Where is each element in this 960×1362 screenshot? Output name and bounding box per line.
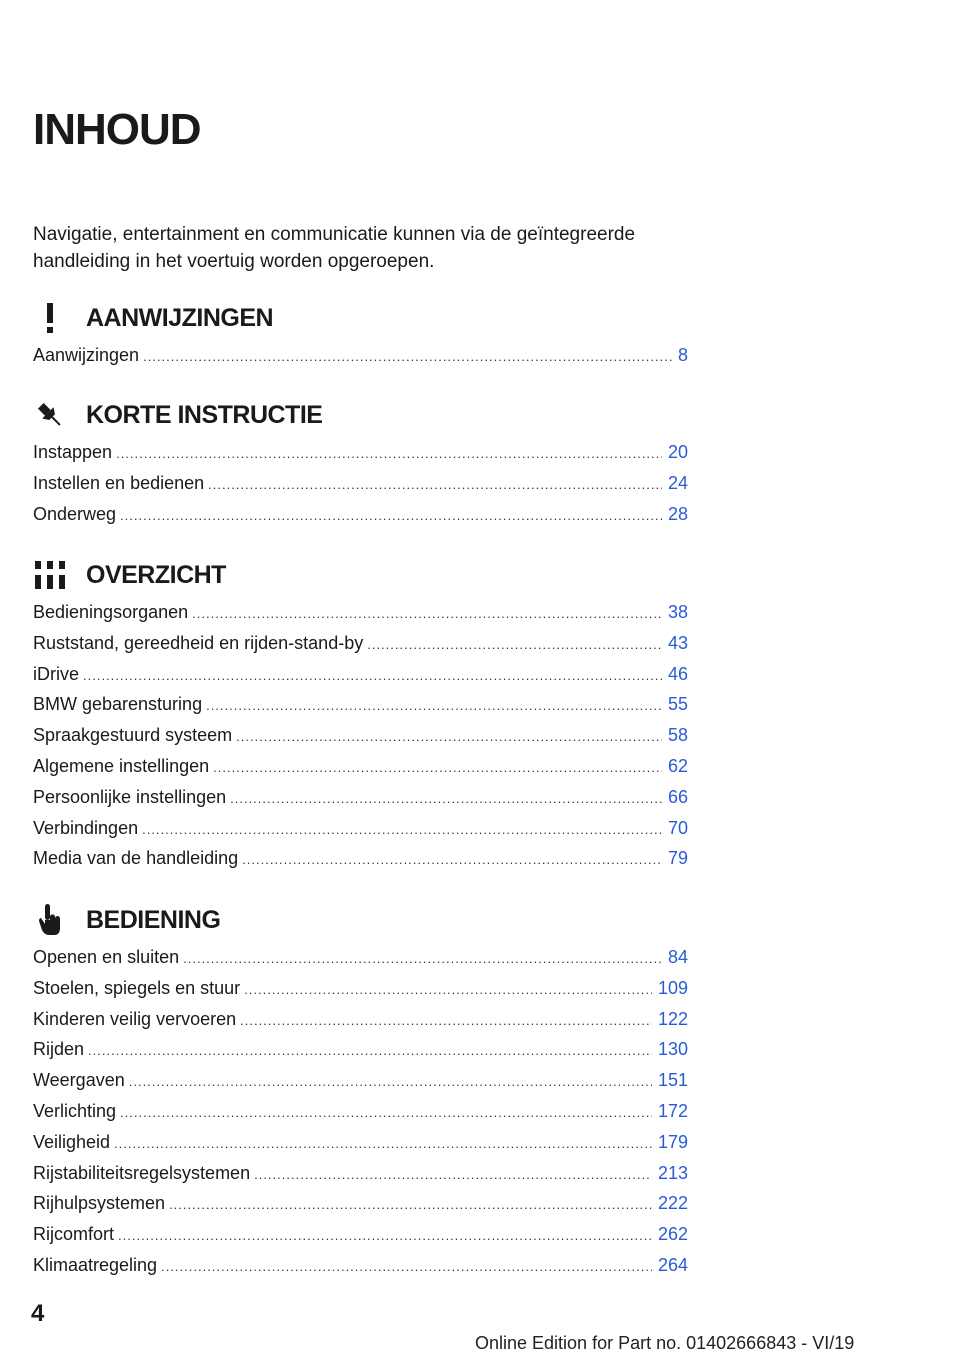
toc-page-link[interactable]: 179: [657, 1131, 688, 1152]
grid-icon: [33, 558, 67, 592]
dot-leader: [230, 784, 662, 815]
dot-leader: [240, 1006, 652, 1037]
dot-leader: [161, 1252, 652, 1283]
toc-label: Rijhulpsystemen: [33, 1193, 166, 1214]
toc-page-link[interactable]: 262: [657, 1224, 688, 1245]
toc-entry[interactable]: [33, 340, 688, 371]
toc-entry[interactable]: [33, 1034, 688, 1065]
dot-leader: [244, 975, 652, 1006]
toc-label: iDrive: [33, 663, 80, 684]
toc-entry[interactable]: [33, 1250, 688, 1281]
dot-leader: [242, 845, 662, 876]
footer-edition: Online Edition for Part no. 01402666843 - VI/19: [475, 1333, 855, 1353]
toc-label: Openen en sluiten: [33, 947, 180, 967]
toc-label: Veiligheid: [33, 1131, 111, 1152]
section-header: [33, 902, 688, 938]
toc-page-link[interactable]: 213: [657, 1162, 688, 1183]
toc-entry[interactable]: [33, 1096, 688, 1127]
toc-entry[interactable]: [33, 1065, 688, 1096]
dot-leader: [114, 1129, 652, 1160]
toc-entry[interactable]: [33, 813, 688, 844]
section-title: OVERZICHT: [86, 560, 226, 589]
toc-page-link[interactable]: 24: [667, 472, 688, 493]
section-header: [33, 300, 688, 336]
toc-page-link[interactable]: 62: [667, 755, 688, 776]
toc-entry[interactable]: [33, 1188, 688, 1219]
toc-label: Klimaatregeling: [33, 1254, 158, 1275]
toc-page-link[interactable]: 130: [657, 1039, 688, 1060]
toc-label: Instappen: [33, 442, 113, 462]
page-title: INHOUD: [33, 105, 201, 154]
dot-leader: [143, 342, 672, 373]
toc-entry[interactable]: [33, 1158, 688, 1189]
page-number: 4: [31, 1300, 45, 1327]
toc-page-link[interactable]: 28: [667, 503, 688, 524]
dot-leader: [254, 1160, 652, 1191]
toc-entry[interactable]: [33, 659, 688, 690]
intro-text: Navigatie, entertainment en communicatie kunnen via de geïntegreerde handleiding in het voertuig worden opgeroepen.: [33, 224, 636, 272]
toc-page-link[interactable]: 79: [667, 848, 688, 869]
dot-leader: [120, 1098, 652, 1129]
toc-entry[interactable]: [33, 942, 688, 973]
toc-page-link[interactable]: 84: [667, 947, 688, 967]
toc-label: Verlichting: [33, 1100, 117, 1121]
section-overzicht: [33, 557, 688, 874]
toc-page-link[interactable]: 264: [657, 1254, 688, 1275]
toc-entry[interactable]: [33, 782, 688, 813]
toc-label: Persoonlijke instellingen: [33, 786, 227, 807]
toc-page-link[interactable]: 8: [677, 345, 688, 365]
toc-entry[interactable]: [33, 843, 688, 874]
dot-leader: [129, 1067, 652, 1098]
toc-entry[interactable]: [33, 1127, 688, 1158]
dot-leader: [169, 1190, 652, 1221]
section-header: [33, 397, 688, 433]
toc-entry[interactable]: [33, 1004, 688, 1035]
toc-entry[interactable]: [33, 751, 688, 782]
toc-label: Rijcomfort: [33, 1224, 115, 1245]
toc-page-link[interactable]: 43: [667, 632, 688, 653]
section-bediening: [33, 902, 688, 1281]
toc-page-link[interactable]: 58: [667, 725, 688, 746]
toc-page-link[interactable]: 55: [667, 694, 688, 715]
toc-entry[interactable]: [33, 973, 688, 1004]
toc-label: Media van de handleiding: [33, 848, 239, 869]
toc-label: Rijstabiliteitsregelsystemen: [33, 1162, 251, 1183]
toc-label: Verbindingen: [33, 817, 139, 838]
dot-leader: [183, 944, 662, 975]
toc-page-link[interactable]: 66: [667, 786, 688, 807]
section-aanwijzingen: [33, 300, 688, 371]
toc-label: Bedieningsorganen: [33, 602, 189, 622]
dot-leader: [206, 691, 662, 722]
toc-entry[interactable]: [33, 597, 688, 628]
toc-label: Rijden: [33, 1039, 85, 1060]
dot-leader: [116, 439, 662, 470]
exclamation-icon: [33, 301, 67, 335]
dot-leader: [142, 815, 662, 846]
dot-leader: [236, 722, 662, 753]
section-title: KORTE INSTRUCTIE: [86, 400, 323, 429]
toc-label: Weergaven: [33, 1070, 125, 1091]
dot-leader: [83, 661, 662, 692]
toc-page-link[interactable]: 172: [657, 1100, 688, 1121]
toc-entry[interactable]: [33, 628, 688, 659]
toc-entry[interactable]: [33, 689, 688, 720]
toc-entry[interactable]: [33, 720, 688, 751]
toc-page-link[interactable]: 122: [657, 1008, 688, 1029]
dot-leader: [120, 501, 662, 532]
section-title: AANWIJZINGEN: [86, 303, 274, 332]
toc-page-link[interactable]: 70: [667, 817, 688, 838]
toc-label: Algemene instellingen: [33, 755, 210, 776]
toc-label: Ruststand, gereedheid en rijden-stand-by: [33, 632, 364, 653]
toc-label: Kinderen veilig vervoeren: [33, 1008, 237, 1029]
toc-page-link[interactable]: 46: [667, 663, 688, 684]
toc-page-link[interactable]: 222: [657, 1193, 688, 1214]
dot-leader: [367, 630, 662, 661]
toc-page-link[interactable]: 151: [657, 1070, 688, 1091]
dot-leader: [88, 1036, 652, 1067]
toc-entry[interactable]: [33, 499, 688, 530]
toc-label: Aanwijzingen: [33, 345, 140, 365]
pointing-hand-icon: [33, 903, 67, 937]
toc-page-link[interactable]: 109: [657, 977, 688, 998]
toc-label: BMW gebarensturing: [33, 694, 203, 715]
toc-page-link[interactable]: 20: [667, 442, 688, 462]
pushpin-icon: [33, 398, 67, 432]
section-title: BEDIENING: [86, 905, 221, 934]
section-header: [33, 557, 688, 593]
toc-page-link[interactable]: 38: [667, 602, 688, 622]
dot-leader: [192, 599, 662, 630]
dot-leader: [118, 1221, 652, 1252]
toc-entry[interactable]: [33, 437, 688, 468]
toc-entry[interactable]: [33, 1219, 688, 1250]
toc-label: Stoelen, spiegels en stuur: [33, 977, 241, 998]
dot-leader: [213, 753, 662, 784]
dot-leader: [208, 470, 662, 501]
toc-label: Onderweg: [33, 503, 117, 524]
section-korte-instructie: [33, 397, 688, 529]
toc-label: Spraakgestuurd systeem: [33, 725, 233, 746]
toc-label: Instellen en bedienen: [33, 472, 205, 493]
toc-entry[interactable]: [33, 468, 688, 499]
